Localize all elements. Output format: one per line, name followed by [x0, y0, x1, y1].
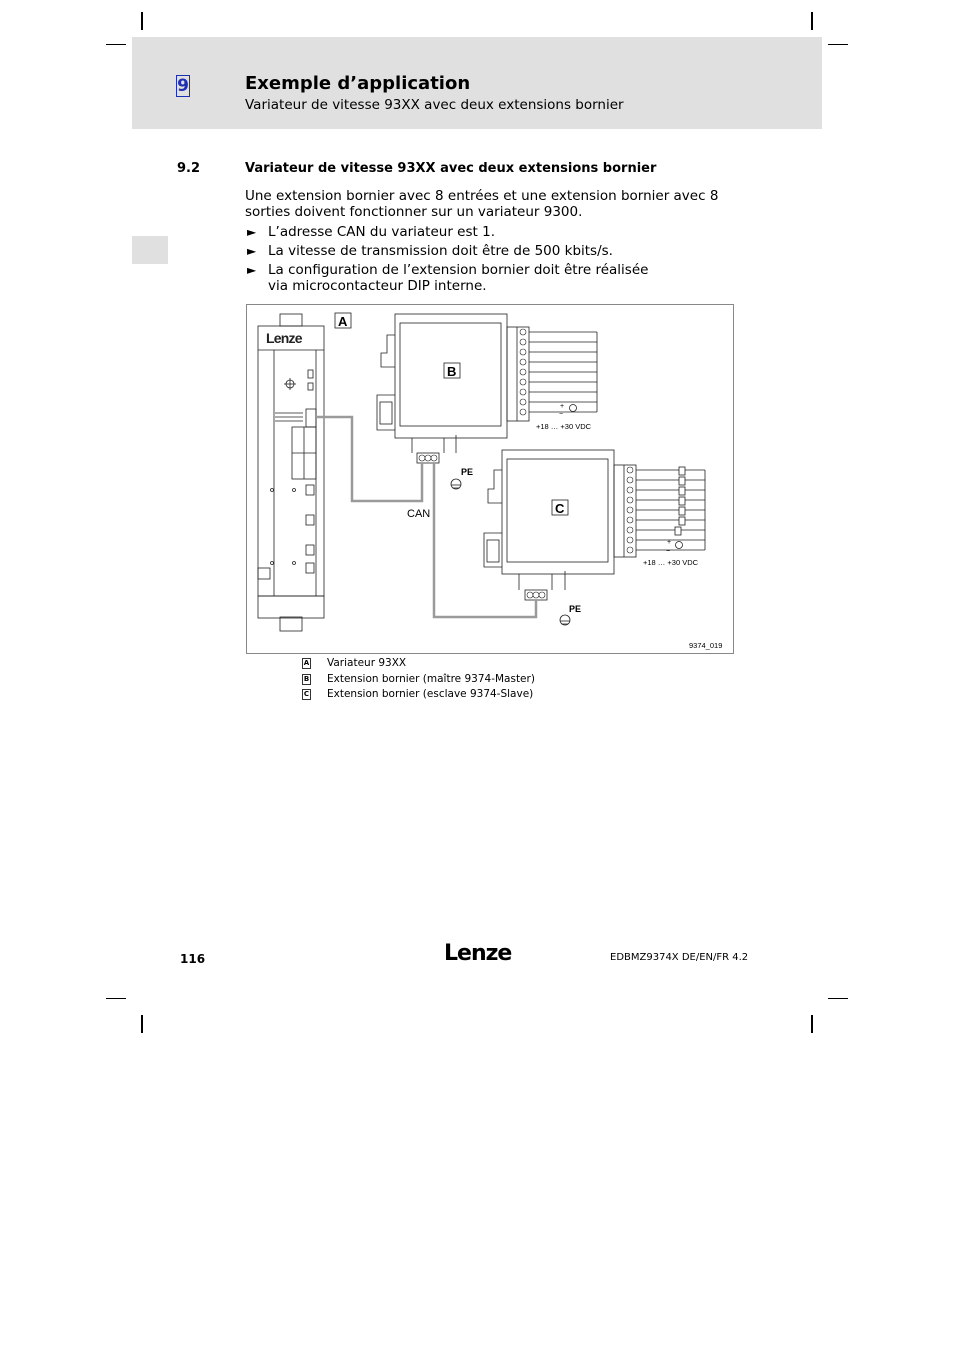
label-b: B: [447, 364, 457, 379]
wiring-diagram: [247, 305, 733, 653]
bullet-text: La configuration de l’extension bornier doit être réalisée via microcontacteur DIP interne.: [268, 262, 649, 294]
section-number: 9.2: [177, 161, 201, 176]
legend-item: [302, 673, 562, 687]
legend-item: [302, 688, 562, 702]
bullet-arrow-icon: ►: [247, 263, 257, 277]
section-paragraph: Une extension bornier avec 8 entrées et une extension bornier avec 8 sorties doivent fonctionner sur un variateur 9300.: [245, 188, 719, 220]
list-item: [247, 224, 737, 240]
crop-mark: [828, 998, 848, 999]
bullet-arrow-icon: ►: [247, 244, 257, 258]
drive-body: [258, 326, 324, 596]
module-c-output-loads: [636, 467, 705, 550]
legend-item: [302, 657, 562, 671]
voltage-label-c: +18 … +30 VDC: [643, 558, 699, 567]
crop-mark: [811, 12, 813, 30]
module-b-input-switches: [529, 332, 597, 412]
bullet-text: La vitesse de transmission doit être de 500 kbits/s.: [268, 243, 613, 259]
figure-id: 9374_019: [689, 641, 723, 650]
label-c: C: [555, 501, 565, 516]
drive-bottom-mount: [280, 617, 302, 631]
crop-mark: [141, 12, 143, 30]
drive-top-mount: [280, 314, 302, 326]
chapter-header-band: [132, 37, 822, 129]
crop-mark: [141, 1015, 143, 1033]
legend-key: A: [303, 659, 310, 667]
can-label: CAN: [407, 508, 431, 520]
chapter-number: 9: [177, 76, 189, 96]
chapter-title: Exemple d’application: [245, 73, 471, 94]
footer-lenze-logo: Lenze: [444, 941, 512, 966]
plus-sign-b: +: [560, 403, 565, 410]
drive-base: [258, 596, 324, 618]
crop-mark: [828, 44, 848, 45]
minus-sign-c: −: [666, 548, 671, 555]
list-item: [247, 243, 737, 259]
legend-text: Extension bornier (esclave 9374-Slave): [327, 688, 534, 700]
wiring-diagram-figure: [246, 304, 734, 654]
crop-mark: [811, 1015, 813, 1033]
module-c-supply-icon: [676, 542, 683, 549]
page-number: 116: [180, 952, 206, 966]
document-reference: EDBMZ9374X DE/EN/FR 4.2: [610, 952, 749, 963]
plus-sign-c: +: [667, 539, 672, 546]
crop-mark: [106, 44, 126, 45]
legend-key: C: [303, 690, 310, 698]
list-item: [247, 262, 737, 296]
side-tab-marker: [132, 236, 168, 264]
pe-label-b: PE: [461, 467, 474, 477]
legend-text: Extension bornier (maître 9374-Master): [327, 673, 535, 685]
legend-text: Variateur 93XX: [327, 657, 407, 669]
drive-connector: [306, 409, 316, 427]
label-a: A: [338, 314, 348, 329]
legend-key: B: [303, 675, 310, 683]
voltage-label-b: +18 … +30 VDC: [536, 422, 592, 431]
bullet-text: L’adresse CAN du variateur est 1.: [268, 224, 495, 240]
chapter-subtitle: Variateur de vitesse 93XX avec deux extensions bornier: [245, 97, 624, 113]
crop-mark: [106, 998, 126, 999]
module-b-supply-icon: [570, 405, 577, 412]
pe-label-c: PE: [569, 604, 582, 614]
drive-lenze-logo: Lenze: [266, 330, 302, 346]
minus-sign-b: −: [559, 411, 564, 418]
bullet-arrow-icon: ►: [247, 225, 257, 239]
section-title: Variateur de vitesse 93XX avec deux extensions bornier: [245, 161, 657, 176]
